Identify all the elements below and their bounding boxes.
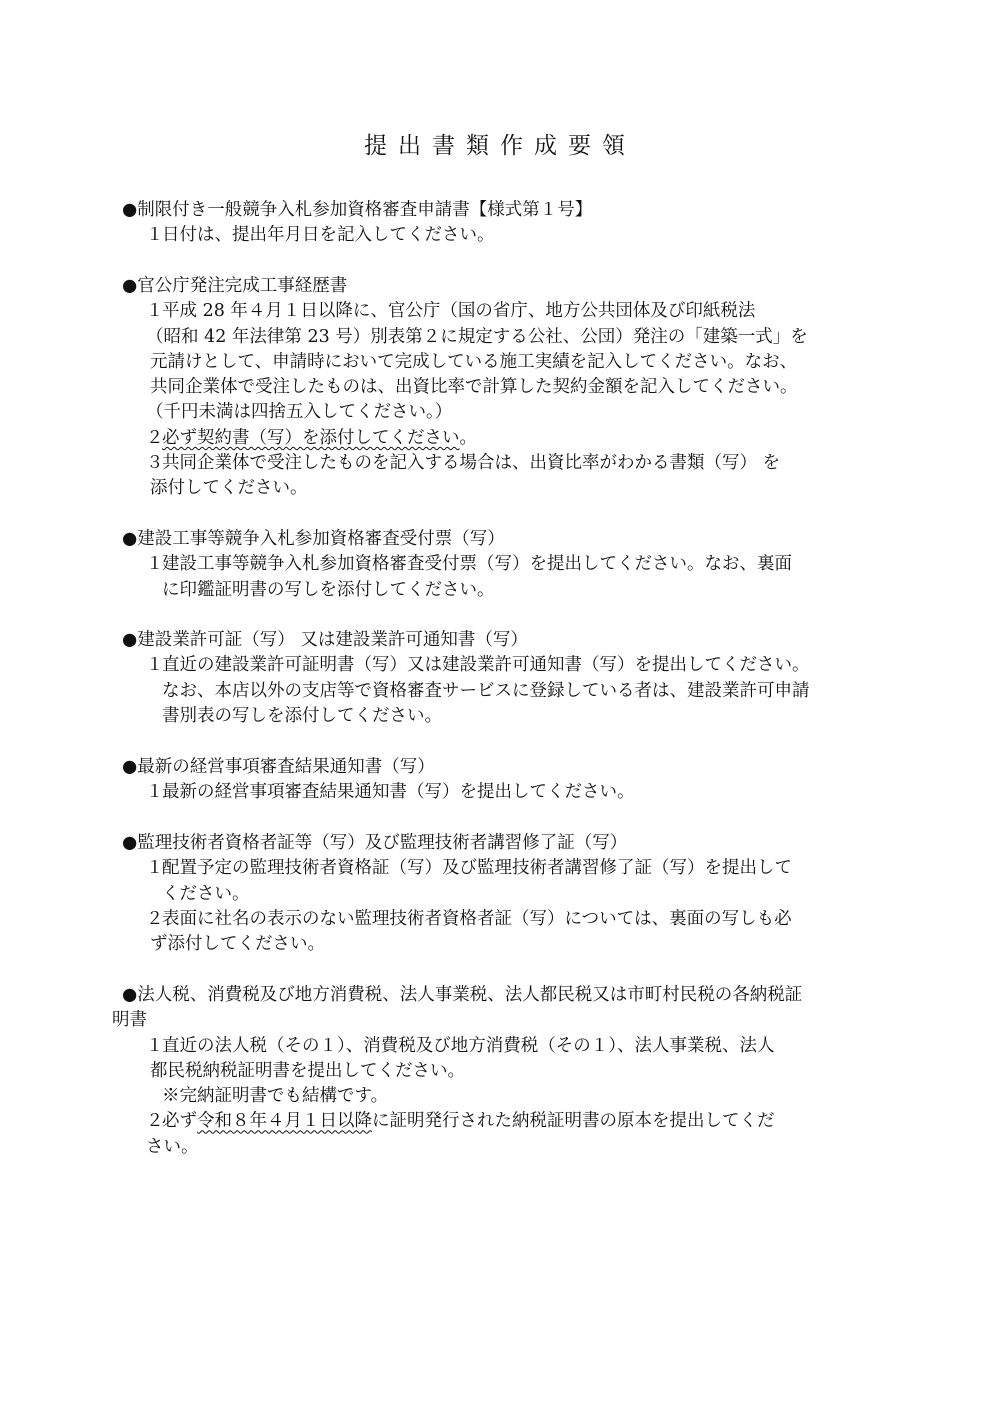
item-text: 。 [459,427,477,448]
list-item [122,653,897,729]
section-heading: ●官公庁発注完成工事経歴書 [122,276,348,296]
item-text: 表面に社名の表示のない監理技術者資格者証（写）については、裏面の写しも必 [162,908,792,929]
item-number: ２ [146,1111,164,1132]
item-text: 建設工事等競争入札参加資格審査受付票（写）を提出してください。なお、裏面 [162,554,792,575]
section-heading: ●建設工事等競争入札参加資格審査受付票（写） [122,529,505,549]
list-item [122,780,897,805]
list-item [122,856,897,907]
item-text: 直近の法人税（その１）、消費税及び地方消費税（その１）、法人事業税、法人 [162,1035,775,1056]
section-application-form [122,198,897,249]
item-text: 配置予定の監理技術者資格証（写）及び監理技術者講習修了証（写）を提出して [162,858,792,879]
list-item [122,451,897,502]
item-text: なお、本店以外の支店等で資格審査サービスに登録している者は、建設業許可申請 [162,680,810,701]
item-number: １ [146,782,164,803]
item-text: 都民税納税証明書を提出してください。 [150,1060,465,1081]
list-item [122,907,897,958]
section-receipt-slip [122,527,897,603]
item-text: 必ず [162,1111,197,1132]
section-heading: ●法人税、消費税及び地方消費税、法人事業税、法人都民税又は市町村民税の各納税証 [122,985,803,1005]
item-text: 直近の建設業許可証明書（写）又は建設業許可通知書（写）を提出してください。 [162,655,810,676]
section-tax-certificate [112,983,897,1160]
section-supervising-engineer [122,831,897,957]
item-text: に証明発行された納税証明書の原本を提出してくだ [372,1111,775,1132]
section-construction-history [122,274,897,502]
item-text: 書別表の写しを添付してください。 [162,705,442,726]
item-text: ください。 [162,883,250,904]
item-number: ３ [146,453,164,474]
underlined-text: 必ず契約書（写）を添付してください [162,427,460,448]
list-item [122,1109,897,1160]
item-number: １ [146,858,164,879]
item-text: 最新の経営事項審査結果通知書（写）を提出してください。 [162,782,635,803]
item-number: １ [146,655,164,676]
page-title: 提出書類作成要領 [364,133,636,159]
item-text: 元請けとして、申請時において完成している施工実績を記入してください。なお、 [150,351,798,372]
section-construction-license [122,628,897,729]
list-item [122,1034,897,1110]
section-heading: ●最新の経営事項審査結果通知書（写） [122,757,435,777]
item-number: １ [146,225,164,246]
item-text: 共同企業体で受注したものを記入する場合は、出資比率がわかる書類（写） を [162,453,781,474]
item-text: （昭和 42 年法律第 23 号）別表第２に規定する公社、公団）発注の「建築一式」を [146,326,808,347]
section-heading: ●建設業許可証（写） 又は建設業許可通知書（写） [122,630,528,650]
item-text: 平成 28 年４月１日以降に、官公庁（国の省庁、地方公共団体及び印紙税法 [162,301,756,322]
item-number: １ [146,301,164,322]
item-number: ２ [146,908,164,929]
list-item [122,223,897,248]
item-text: ず添付してください。 [150,934,325,955]
item-text: に印鑑証明書の写しを添付してください。 [162,579,495,600]
item-note: ※完納証明書でも結構です。 [162,1086,389,1107]
item-text: 日付は、提出年月日を記入してください。 [162,225,495,246]
item-number: ２ [146,427,164,448]
item-number: １ [146,1035,164,1056]
section-heading-continued: 明書 [112,1010,147,1031]
list-item [122,552,897,603]
section-heading: ●制限付き一般競争入札参加資格審査申請書【様式第１号】 [122,200,593,220]
item-number: １ [146,554,164,575]
section-management-review [122,755,897,806]
section-heading: ●監理技術者資格者証等（写）及び監理技術者講習修了証（写） [122,833,628,853]
item-text: （千円未満は四捨五入してください。） [146,402,453,423]
item-text: 共同企業体で受注したものは、出資比率で計算した契約金額を記入してください。 [150,377,798,398]
underlined-text: 令和８年４月１日以降 [197,1111,372,1132]
item-text: 添付してください。 [150,478,308,499]
list-item [122,426,897,451]
list-item [122,299,897,425]
item-text: さい。 [146,1136,199,1157]
